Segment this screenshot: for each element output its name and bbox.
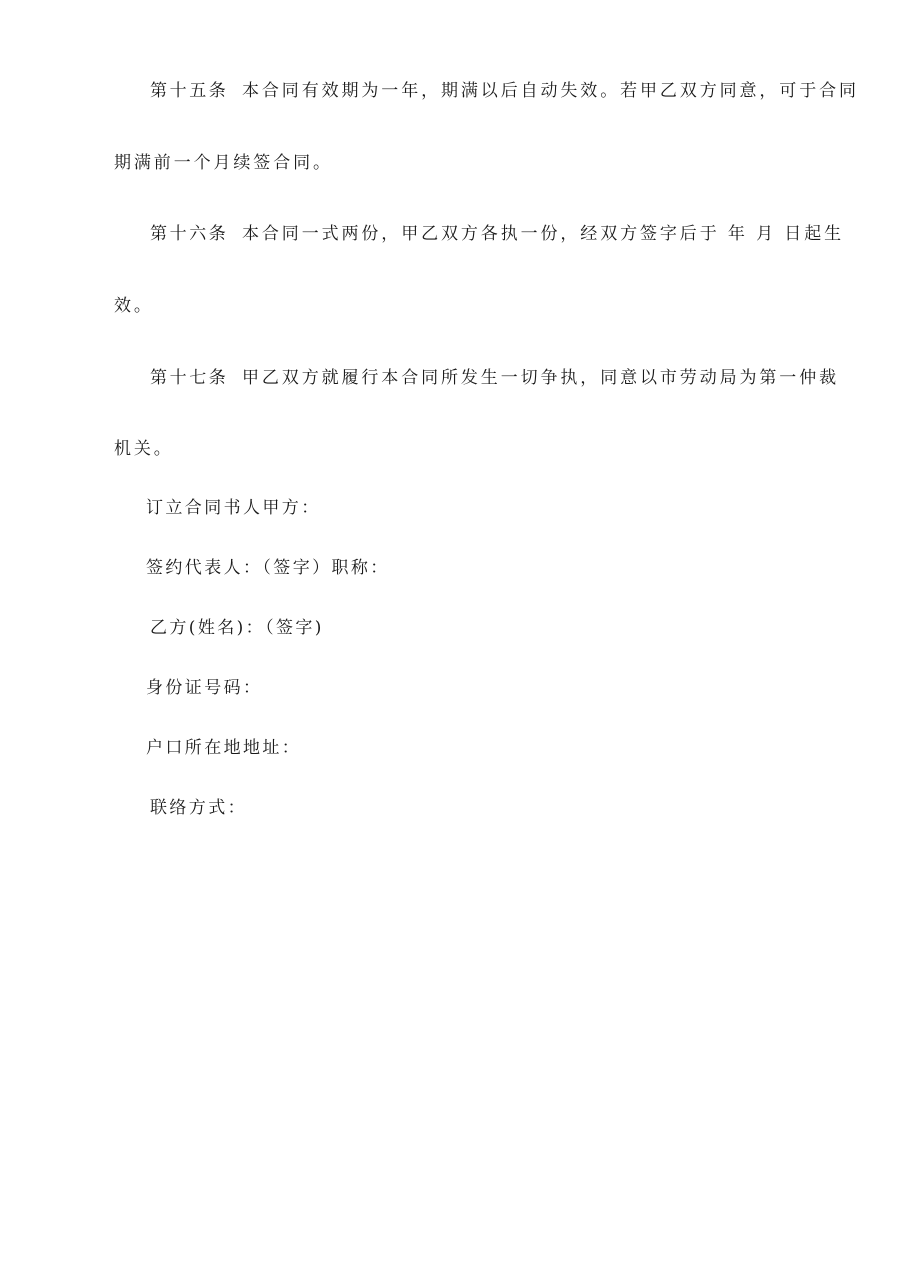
contact-label: 联络方式： xyxy=(150,798,247,818)
article-16-first-line xyxy=(150,222,844,246)
article-17-first-line xyxy=(150,366,839,390)
article-17-number: 第十七条 xyxy=(150,368,229,388)
party-b-label: 乙方(姓名)：（签字) xyxy=(150,618,324,638)
article-16-number: 第十六条 xyxy=(150,224,229,244)
article-15-text-line2: 期满前一个月续签合同。 xyxy=(114,153,333,173)
article-17-text-line1: 甲乙双方就履行本合同所发生一切争执，同意以市劳动局为第一仲裁 xyxy=(242,368,839,388)
representative-label: 签约代表人：（签字）职称： xyxy=(146,558,390,578)
article-16-text-line1: 本合同一式两份，甲乙双方各执一份，经双方签字后于 年 月 日起生 xyxy=(242,224,845,244)
article-15-number: 第十五条 xyxy=(150,81,229,101)
article-15-text-line1: 本合同有效期为一年，期满以后自动失效。若甲乙双方同意，可于合同 xyxy=(242,81,859,101)
article-16-text-line2: 效。 xyxy=(114,296,154,316)
id-number-label: 身份证号码： xyxy=(146,678,263,698)
article-15-first-line xyxy=(150,79,859,103)
article-17-text-line2: 机关。 xyxy=(114,439,174,459)
household-address-label: 户口所在地地址： xyxy=(146,738,302,758)
party-a-label: 订立合同书人甲方： xyxy=(146,498,321,518)
